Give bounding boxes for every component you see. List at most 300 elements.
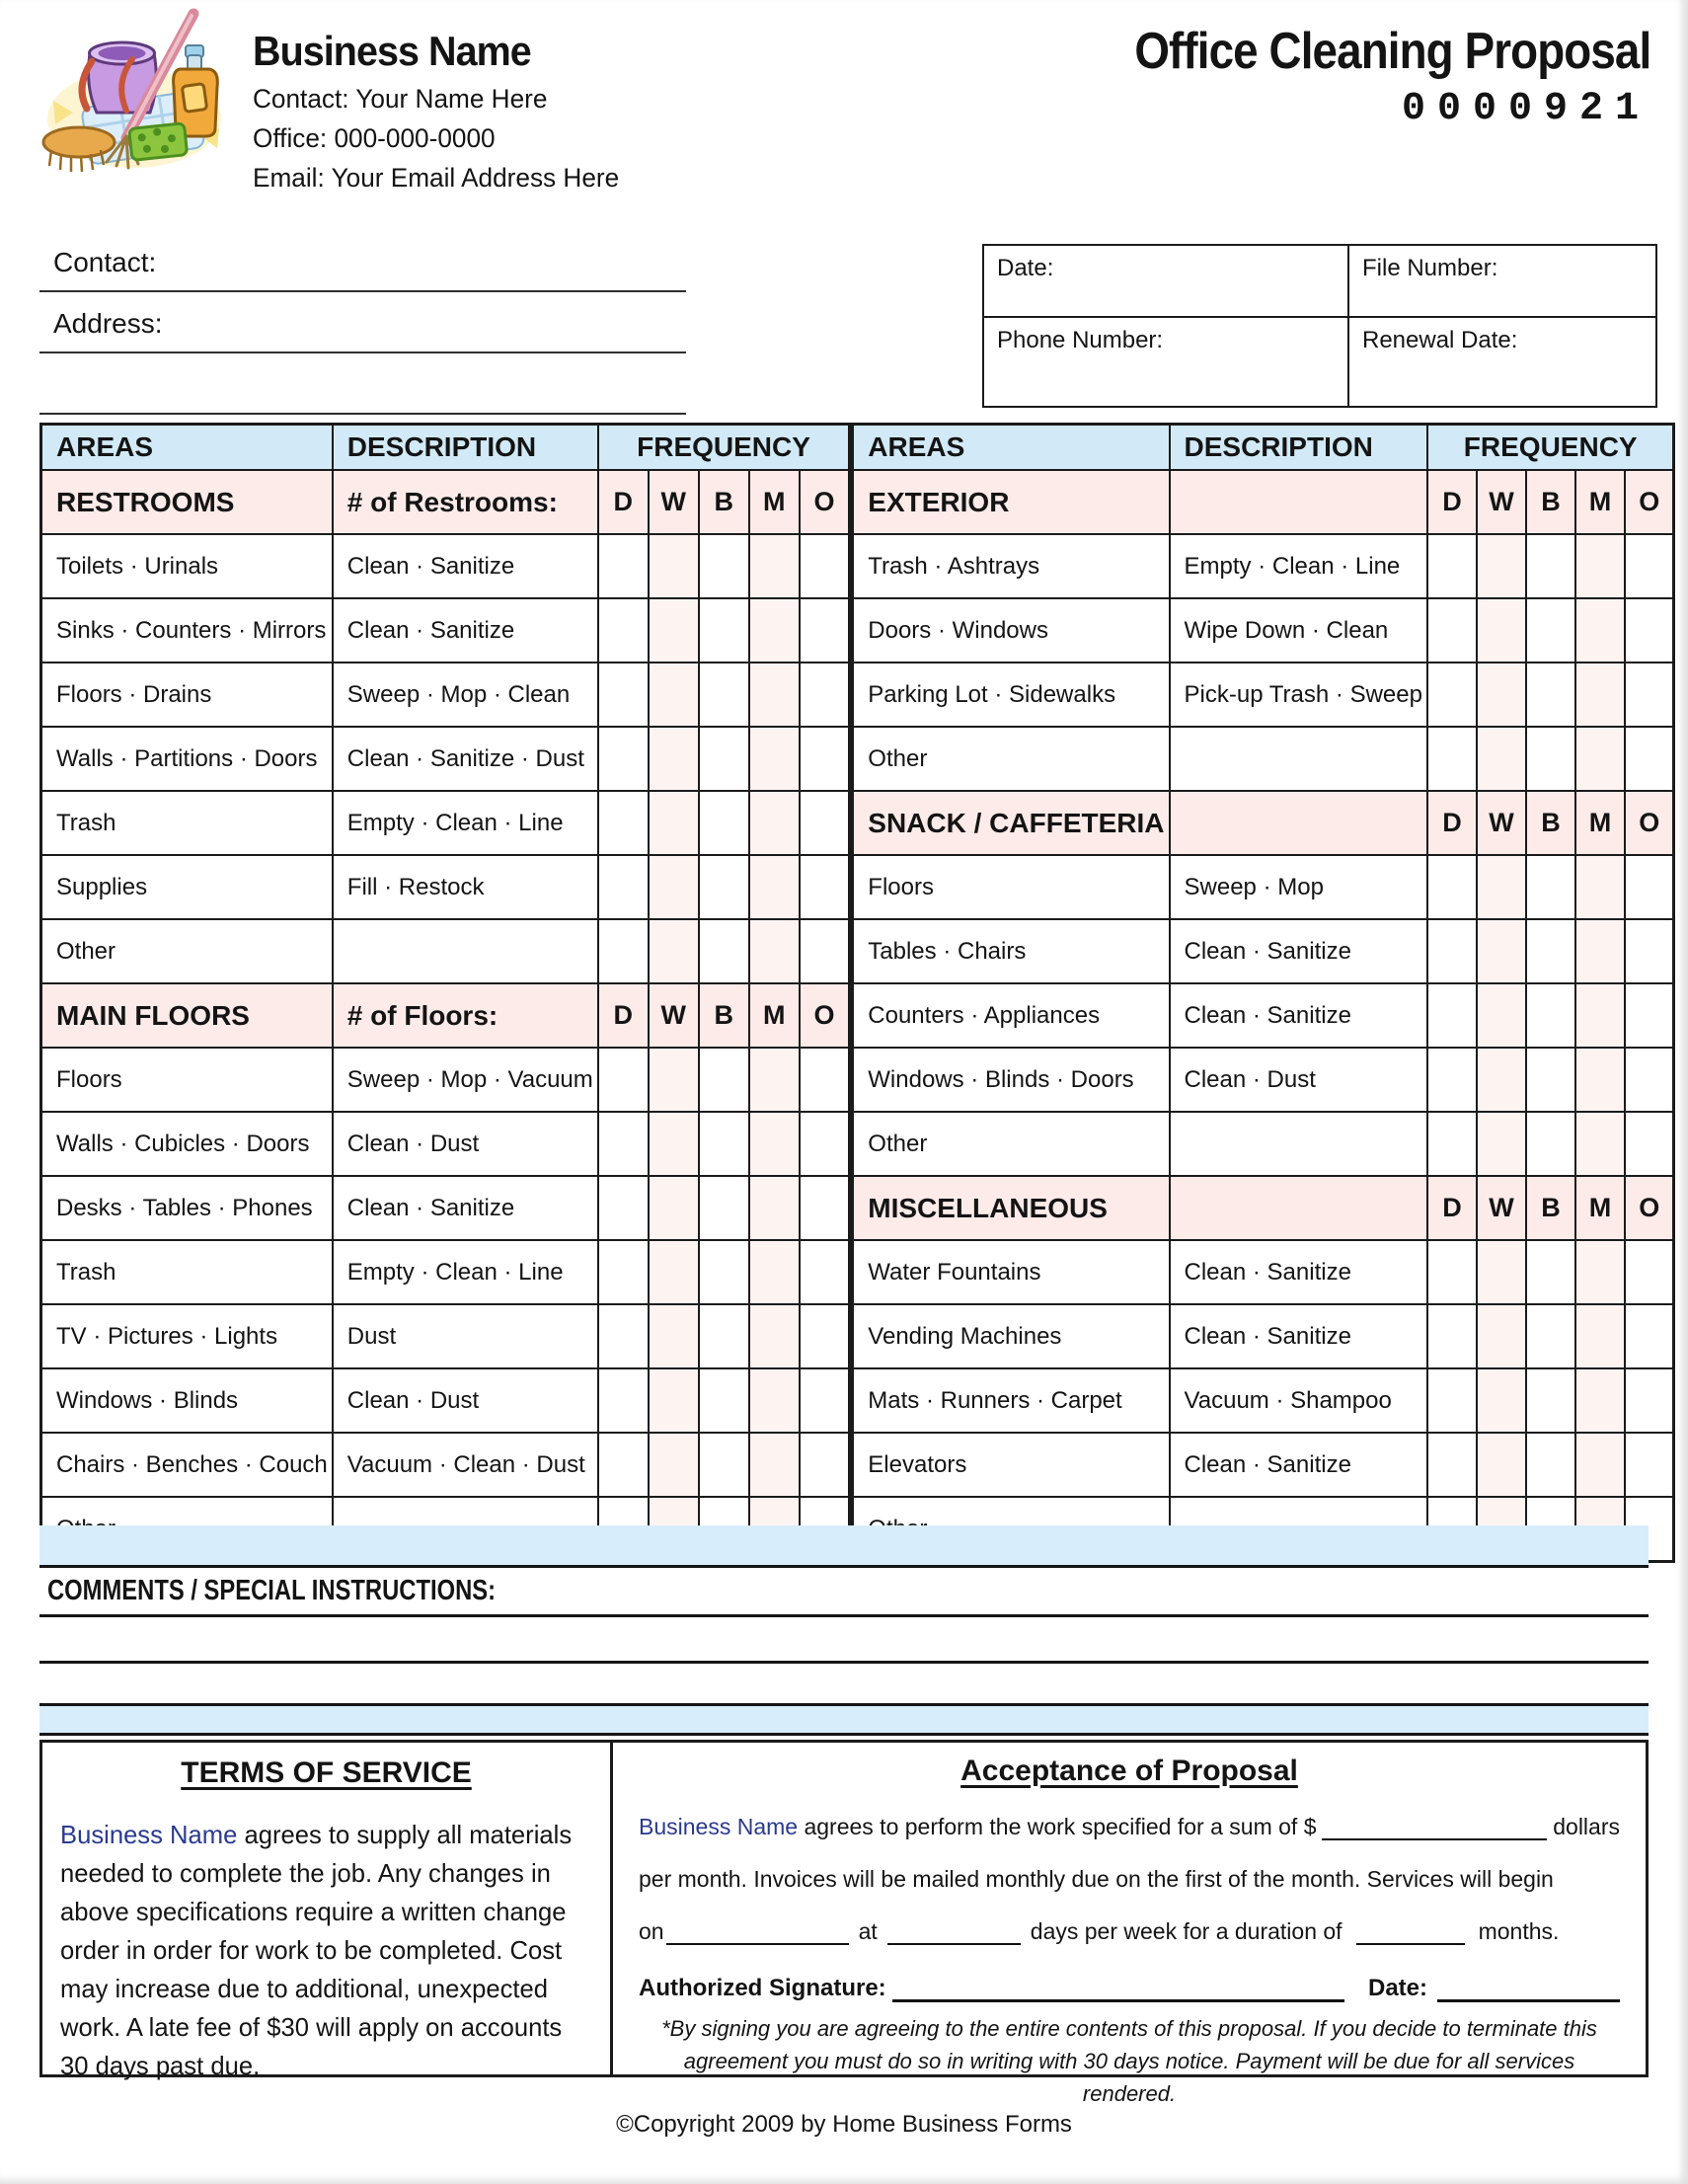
comments-label-row [39, 1568, 1649, 1617]
table-row [41, 1433, 850, 1497]
signature-row [639, 1975, 1620, 2002]
freq-letter-m: M [1575, 791, 1625, 855]
freq-checkbox-monthly[interactable] [749, 1240, 800, 1304]
divider-band-top [39, 1525, 1649, 1568]
freq-checkbox-biweekly[interactable] [1526, 983, 1575, 1048]
table-row [41, 1048, 850, 1112]
address-field-line-2[interactable] [39, 413, 686, 415]
freq-checkbox-weekly[interactable] [1477, 1304, 1526, 1368]
freq-letter-w: W [1477, 791, 1526, 855]
freq-checkbox-daily[interactable] [598, 1112, 649, 1176]
freq-checkbox-weekly[interactable] [1477, 1433, 1526, 1497]
freq-checkbox-weekly[interactable] [649, 1368, 699, 1433]
freq-checkbox-daily[interactable] [598, 1304, 649, 1368]
renewal-date-cell[interactable] [1349, 318, 1655, 406]
section-description [1170, 1176, 1427, 1240]
freq-checkbox-other[interactable] [800, 663, 850, 727]
freq-checkbox-weekly[interactable] [649, 727, 699, 791]
freq-checkbox-biweekly[interactable] [1526, 598, 1575, 663]
acceptance-box [613, 1743, 1646, 2106]
freq-letter-o: O [800, 983, 850, 1048]
freq-checkbox-weekly[interactable] [1477, 1048, 1526, 1112]
acceptance-line1-text: agrees to perform the work specified for a sum of $ [798, 1814, 1317, 1839]
table-row [853, 534, 1674, 598]
business-name: Business Name [253, 28, 531, 74]
freq-checkbox-daily[interactable] [598, 1433, 649, 1497]
freq-checkbox-daily[interactable] [598, 534, 649, 598]
section-description: # of Restrooms: [333, 470, 598, 534]
description-cell: Pick-up Trash · Sweep [1170, 663, 1427, 727]
area-cell: Windows · Blinds · Doors [853, 1048, 1170, 1112]
renewal-date-label: Renewal Date: [1362, 327, 1518, 353]
freq-checkbox-daily[interactable] [1427, 1368, 1477, 1433]
area-cell: TV · Pictures · Lights [41, 1304, 333, 1368]
freq-checkbox-monthly[interactable] [1575, 663, 1625, 727]
area-cell: Water Fountains [853, 1240, 1170, 1304]
area-cell: Mats · Runners · Carpet [853, 1368, 1170, 1433]
freq-checkbox-monthly[interactable] [1575, 1433, 1625, 1497]
area-cell: Doors · Windows [853, 598, 1170, 663]
contact-field-label: Contact: [53, 247, 157, 277]
freq-checkbox-monthly[interactable] [1575, 1112, 1625, 1176]
table-row [41, 598, 850, 663]
freq-checkbox-other[interactable] [1625, 983, 1674, 1048]
table-row [853, 727, 1674, 791]
freq-checkbox-other[interactable] [1625, 1240, 1674, 1304]
freq-checkbox-weekly[interactable] [1477, 855, 1526, 919]
section-header-row [853, 470, 1674, 534]
freq-checkbox-daily[interactable] [1427, 1112, 1477, 1176]
sum-amount-line[interactable] [1322, 1836, 1547, 1840]
table-row [41, 727, 850, 791]
freq-checkbox-biweekly[interactable] [1526, 663, 1575, 727]
table-row [853, 983, 1674, 1048]
freq-checkbox-biweekly[interactable] [699, 1112, 749, 1176]
freq-checkbox-daily[interactable] [1427, 983, 1477, 1048]
area-cell: Toilets · Urinals [41, 534, 333, 598]
table-row [41, 1304, 850, 1368]
table-row [41, 1240, 850, 1304]
acceptance-on-label: on [639, 1918, 664, 1944]
area-cell: Other [853, 1112, 1170, 1176]
freq-checkbox-monthly[interactable] [1575, 1240, 1625, 1304]
freq-checkbox-other[interactable] [1625, 727, 1674, 791]
freq-checkbox-weekly[interactable] [649, 855, 699, 919]
table-header-row [853, 425, 1674, 471]
title-block [1064, 22, 1650, 131]
freq-letter-d: D [598, 470, 649, 534]
freq-checkbox-weekly[interactable] [649, 1176, 699, 1240]
freq-checkbox-biweekly[interactable] [699, 1368, 749, 1433]
table-row [853, 1433, 1674, 1497]
freq-letter-d: D [1427, 470, 1477, 534]
freq-checkbox-daily[interactable] [598, 727, 649, 791]
freq-checkbox-daily[interactable] [1427, 534, 1477, 598]
freq-checkbox-daily[interactable] [598, 1240, 649, 1304]
table-row [41, 919, 850, 983]
freq-letter-w: W [1477, 1176, 1526, 1240]
description-cell: Fill · Restock [333, 855, 598, 919]
address-field-line[interactable] [39, 351, 686, 353]
area-cell: Floors [41, 1048, 333, 1112]
freq-checkbox-monthly[interactable] [1575, 1304, 1625, 1368]
freq-checkbox-daily[interactable] [1427, 598, 1477, 663]
freq-checkbox-monthly[interactable] [749, 1368, 800, 1433]
freq-checkbox-biweekly[interactable] [699, 1304, 749, 1368]
table-row [853, 598, 1674, 663]
freq-checkbox-monthly[interactable] [1575, 534, 1625, 598]
client-fields [39, 237, 691, 429]
freq-checkbox-weekly[interactable] [1477, 919, 1526, 983]
freq-checkbox-weekly[interactable] [1477, 727, 1526, 791]
signature-line[interactable] [892, 1997, 1344, 2002]
section-header-row [853, 791, 1674, 855]
description-cell: Empty · Clean · Line [333, 791, 598, 855]
freq-checkbox-monthly[interactable] [749, 598, 800, 663]
area-cell: Desks · Tables · Phones [41, 1176, 333, 1240]
description-cell: Vacuum · Clean · Dust [333, 1433, 598, 1497]
freq-checkbox-biweekly[interactable] [1526, 1304, 1575, 1368]
freq-checkbox-biweekly[interactable] [699, 919, 749, 983]
freq-checkbox-daily[interactable] [598, 1368, 649, 1433]
blank-description-cell[interactable] [1170, 727, 1427, 791]
proposal-info-box [982, 244, 1657, 408]
description-cell: Clean · Sanitize [1170, 983, 1427, 1048]
acceptance-line-2: per month. Invoices will be mailed monthly due on the first of the month. Services will begin [639, 1866, 1554, 1892]
freq-checkbox-weekly[interactable] [649, 1433, 699, 1497]
table-row [41, 663, 850, 727]
freq-letter-o: O [1625, 1176, 1674, 1240]
freq-checkbox-monthly[interactable] [1575, 919, 1625, 983]
freq-checkbox-other[interactable] [1625, 1112, 1674, 1176]
comments-write-line-2[interactable] [39, 1664, 1649, 1706]
freq-letter-d: D [1427, 1176, 1477, 1240]
freq-checkbox-monthly[interactable] [749, 791, 800, 855]
freq-letter-d: D [598, 983, 649, 1048]
terms-of-service-box [42, 1743, 613, 2080]
date-label: Date: [997, 255, 1054, 281]
contact-field-line[interactable] [39, 290, 686, 292]
freq-checkbox-biweekly[interactable] [699, 534, 749, 598]
freq-letter-w: W [649, 983, 699, 1048]
freq-letter-m: M [1575, 1176, 1625, 1240]
table-row [853, 1048, 1674, 1112]
business-office-line: Office: 000-000-0000 [253, 123, 496, 153]
signature-date-label: Date: [1367, 1975, 1427, 2001]
section-description [1170, 791, 1427, 855]
freq-checkbox-daily[interactable] [1427, 663, 1477, 727]
freq-checkbox-other[interactable] [800, 534, 850, 598]
area-cell: Supplies [41, 855, 333, 919]
freq-checkbox-biweekly[interactable] [1526, 534, 1575, 598]
freq-checkbox-weekly[interactable] [1477, 1240, 1526, 1304]
signature-date-line[interactable] [1437, 1997, 1620, 2002]
freq-checkbox-other[interactable] [1625, 919, 1674, 983]
table-row [853, 919, 1674, 983]
section-description: # of Floors: [333, 983, 598, 1048]
freq-checkbox-other[interactable] [800, 598, 850, 663]
description-cell: Wipe Down · Clean [1170, 598, 1427, 663]
acceptance-title: Acceptance of Proposal [960, 1755, 1298, 1787]
freq-checkbox-other[interactable] [1625, 1433, 1674, 1497]
freq-checkbox-daily[interactable] [1427, 727, 1477, 791]
freq-checkbox-weekly[interactable] [1477, 1368, 1526, 1433]
page-title: Office Cleaning Proposal [1133, 23, 1650, 80]
table-row [41, 1112, 850, 1176]
table-row [41, 1368, 850, 1433]
acceptance-line-1 [639, 1814, 1620, 1840]
table-row [853, 855, 1674, 919]
freq-checkbox-daily[interactable] [1427, 1048, 1477, 1112]
area-cell: Parking Lot · Sidewalks [853, 663, 1170, 727]
freq-letter-o: O [800, 470, 850, 534]
freq-table-left [39, 423, 851, 1563]
freq-checkbox-other[interactable] [800, 1176, 850, 1240]
table-row [853, 1112, 1674, 1176]
terms-business-name: Business Name [60, 1820, 238, 1849]
area-cell: Counters · Appliances [853, 983, 1170, 1048]
description-cell: Clean · Sanitize · Dust [333, 727, 598, 791]
freq-checkbox-daily[interactable] [598, 919, 649, 983]
acceptance-business-name: Business Name [639, 1814, 799, 1839]
freq-checkbox-other[interactable] [800, 855, 850, 919]
phone-number-cell[interactable] [984, 318, 1349, 406]
area-cell: Walls · Cubicles · Doors [41, 1112, 333, 1176]
freq-checkbox-monthly[interactable] [749, 1176, 800, 1240]
freq-checkbox-monthly[interactable] [1575, 727, 1625, 791]
duration-months-line[interactable] [1356, 1941, 1465, 1945]
freq-checkbox-other[interactable] [800, 919, 850, 983]
freq-checkbox-daily[interactable] [1427, 919, 1477, 983]
terms-body-text: agrees to supply all materials needed to complete the job. Any changes in above specifications require a written change order in order for work to be completed. Cost may increase due to additional, unexpected work. A late fee of $30 will apply on accounts 30 days past due. [60, 1820, 573, 2080]
area-cell: Other [853, 727, 1170, 791]
freq-checkbox-other[interactable] [1625, 855, 1674, 919]
days-per-week-line[interactable] [887, 1941, 1021, 1945]
freq-letter-m: M [749, 470, 800, 534]
freq-letter-o: O [1625, 791, 1674, 855]
acceptance-months-label: months. [1478, 1918, 1560, 1944]
file-number-cell[interactable] [1349, 246, 1655, 318]
freq-checkbox-biweekly[interactable] [699, 855, 749, 919]
area-cell: Trash [41, 1240, 333, 1304]
freq-checkbox-weekly[interactable] [1477, 534, 1526, 598]
freq-checkbox-other[interactable] [800, 1304, 850, 1368]
phone-number-label: Phone Number: [997, 327, 1164, 353]
freq-checkbox-biweekly[interactable] [1526, 1433, 1575, 1497]
fine-print: *By signing you are agreeing to the entire contents of this proposal. If you decide to terminate this agreement you must do so in writing with 30 days notice. Payment will be due for all services rendered. [661, 2016, 1597, 2106]
freq-table-right [851, 423, 1675, 1563]
description-cell: Empty · Clean · Line [333, 1240, 598, 1304]
area-cell: Floors [853, 855, 1170, 919]
freq-checkbox-daily[interactable] [1427, 1240, 1477, 1304]
description-cell: Sweep · Mop · Vacuum [333, 1048, 598, 1112]
freq-checkbox-other[interactable] [1625, 663, 1674, 727]
frequency-header: FREQUENCY [598, 425, 850, 471]
freq-checkbox-weekly[interactable] [649, 791, 699, 855]
freq-checkbox-monthly[interactable] [749, 919, 800, 983]
freq-checkbox-daily[interactable] [598, 791, 649, 855]
description-cell: Clean · Dust [333, 1368, 598, 1433]
section-header-row [41, 470, 850, 534]
freq-letter-b: B [1526, 1176, 1575, 1240]
freq-checkbox-weekly[interactable] [1477, 598, 1526, 663]
freq-checkbox-daily[interactable] [598, 1048, 649, 1112]
freq-checkbox-daily[interactable] [1427, 1433, 1477, 1497]
section-name: RESTROOMS [41, 470, 333, 534]
blank-description-cell[interactable] [333, 919, 598, 983]
freq-checkbox-monthly[interactable] [1575, 983, 1625, 1048]
freq-checkbox-weekly[interactable] [649, 1304, 699, 1368]
freq-checkbox-other[interactable] [800, 1433, 850, 1497]
freq-checkbox-biweekly[interactable] [1526, 855, 1575, 919]
freq-checkbox-monthly[interactable] [749, 855, 800, 919]
copyright-footer: ©Copyright 2009 by Home Business Forms [616, 2111, 1072, 2138]
divider-band-bottom [39, 1706, 1649, 1736]
freq-checkbox-monthly[interactable] [749, 1304, 800, 1368]
section-header-row [41, 983, 850, 1048]
acceptance-line1-tail: dollars [1553, 1814, 1620, 1839]
description-cell: Sweep · Mop · Clean [333, 663, 598, 727]
freq-letter-b: B [1526, 791, 1575, 855]
description-cell: Clean · Sanitize [1170, 1304, 1427, 1368]
cleaning-checklist [39, 423, 1675, 1563]
freq-checkbox-monthly[interactable] [749, 663, 800, 727]
freq-letter-b: B [699, 983, 749, 1048]
description-cell: Clean · Sanitize [333, 598, 598, 663]
comments-section [39, 1525, 1649, 1736]
table-header-row [41, 425, 850, 471]
proposal-number: 0000921 [1401, 87, 1650, 131]
description-cell: Dust [333, 1304, 598, 1368]
blank-description-cell[interactable] [1170, 1112, 1427, 1176]
freq-checkbox-other[interactable] [800, 1368, 850, 1433]
table-row [41, 791, 850, 855]
freq-checkbox-other[interactable] [1625, 1304, 1674, 1368]
area-cell: Other [41, 919, 333, 983]
description-cell: Clean · Sanitize [1170, 1240, 1427, 1304]
address-field-label: Address: [53, 308, 163, 339]
freq-checkbox-biweekly[interactable] [1526, 727, 1575, 791]
freq-checkbox-daily[interactable] [1427, 855, 1477, 919]
table-row [41, 534, 850, 598]
freq-checkbox-weekly[interactable] [649, 1240, 699, 1304]
freq-checkbox-monthly[interactable] [749, 534, 800, 598]
freq-checkbox-monthly[interactable] [749, 727, 800, 791]
freq-letter-d: D [1427, 791, 1477, 855]
table-row [41, 1176, 850, 1240]
freq-letter-w: W [649, 470, 699, 534]
freq-checkbox-weekly[interactable] [1477, 663, 1526, 727]
freq-checkbox-daily[interactable] [598, 855, 649, 919]
freq-checkbox-daily[interactable] [598, 663, 649, 727]
description-cell: Empty · Clean · Line [1170, 534, 1427, 598]
description-header: DESCRIPTION [1170, 425, 1427, 471]
date-cell[interactable] [984, 246, 1349, 318]
freq-checkbox-biweekly[interactable] [699, 791, 749, 855]
freq-checkbox-biweekly[interactable] [699, 1433, 749, 1497]
freq-checkbox-weekly[interactable] [1477, 983, 1526, 1048]
freq-letter-w: W [1477, 470, 1526, 534]
description-cell: Vacuum · Shampoo [1170, 1368, 1427, 1433]
area-cell: Sinks · Counters · Mirrors [41, 598, 333, 663]
freq-checkbox-monthly[interactable] [1575, 1368, 1625, 1433]
freq-checkbox-other[interactable] [1625, 598, 1674, 663]
area-cell: Elevators [853, 1433, 1170, 1497]
freq-checkbox-other[interactable] [800, 791, 850, 855]
table-row [853, 1368, 1674, 1433]
comments-write-line-1[interactable] [39, 1617, 1649, 1664]
terms-paragraph [60, 1816, 584, 2085]
freq-checkbox-weekly[interactable] [649, 534, 699, 598]
area-cell: Trash · Ashtrays [853, 534, 1170, 598]
freq-checkbox-weekly[interactable] [1477, 1112, 1526, 1176]
freq-checkbox-monthly[interactable] [749, 1048, 800, 1112]
freq-checkbox-biweekly[interactable] [699, 1240, 749, 1304]
description-cell: Clean · Sanitize [1170, 919, 1427, 983]
table-row [853, 1240, 1674, 1304]
acceptance-duration-label: days per week for a duration of [1030, 1918, 1343, 1944]
start-date-line[interactable] [666, 1941, 849, 1945]
area-cell: Tables · Chairs [853, 919, 1170, 983]
freq-checkbox-weekly[interactable] [649, 598, 699, 663]
authorized-signature-label: Authorized Signature: [639, 1975, 886, 2001]
freq-checkbox-biweekly[interactable] [1526, 919, 1575, 983]
freq-checkbox-biweekly[interactable] [699, 598, 749, 663]
freq-checkbox-weekly[interactable] [649, 919, 699, 983]
freq-checkbox-daily[interactable] [598, 1176, 649, 1240]
freq-checkbox-other[interactable] [1625, 1368, 1674, 1433]
freq-checkbox-other[interactable] [800, 1048, 850, 1112]
freq-checkbox-biweekly[interactable] [1526, 1048, 1575, 1112]
freq-checkbox-monthly[interactable] [1575, 598, 1625, 663]
freq-checkbox-other[interactable] [1625, 534, 1674, 598]
freq-checkbox-weekly[interactable] [649, 1112, 699, 1176]
section-header-row [853, 1176, 1674, 1240]
freq-checkbox-biweekly[interactable] [699, 1048, 749, 1112]
freq-checkbox-monthly[interactable] [1575, 855, 1625, 919]
area-cell: Vending Machines [853, 1304, 1170, 1368]
freq-checkbox-other[interactable] [800, 1112, 850, 1176]
freq-checkbox-biweekly[interactable] [699, 1176, 749, 1240]
freq-checkbox-other[interactable] [800, 727, 850, 791]
section-name: SNACK / CAFFETERIA [853, 791, 1170, 855]
bottom-box [39, 1740, 1649, 2106]
freq-checkbox-monthly[interactable] [1575, 1048, 1625, 1112]
freq-checkbox-other[interactable] [800, 1240, 850, 1304]
cleaning-supplies-logo [36, 2, 241, 180]
freq-letter-m: M [1575, 470, 1625, 534]
freq-checkbox-monthly[interactable] [749, 1433, 800, 1497]
freq-checkbox-other[interactable] [1625, 1048, 1674, 1112]
freq-checkbox-daily[interactable] [598, 598, 649, 663]
freq-checkbox-daily[interactable] [1427, 1304, 1477, 1368]
freq-checkbox-biweekly[interactable] [699, 727, 749, 791]
freq-checkbox-biweekly[interactable] [699, 663, 749, 727]
description-cell: Sweep · Mop [1170, 855, 1427, 919]
freq-checkbox-monthly[interactable] [749, 1112, 800, 1176]
freq-checkbox-weekly[interactable] [649, 1048, 699, 1112]
section-name: MISCELLANEOUS [853, 1176, 1170, 1240]
freq-checkbox-weekly[interactable] [649, 663, 699, 727]
area-cell: Chairs · Benches · Couch [41, 1433, 333, 1497]
freq-letter-o: O [1625, 470, 1674, 534]
freq-checkbox-biweekly[interactable] [1526, 1368, 1575, 1433]
freq-checkbox-biweekly[interactable] [1526, 1240, 1575, 1304]
freq-checkbox-biweekly[interactable] [1526, 1112, 1575, 1176]
business-contact-line: Contact: Your Name Here [253, 84, 548, 114]
acceptance-at-label: at [858, 1918, 878, 1944]
frequency-header: FREQUENCY [1427, 425, 1674, 471]
